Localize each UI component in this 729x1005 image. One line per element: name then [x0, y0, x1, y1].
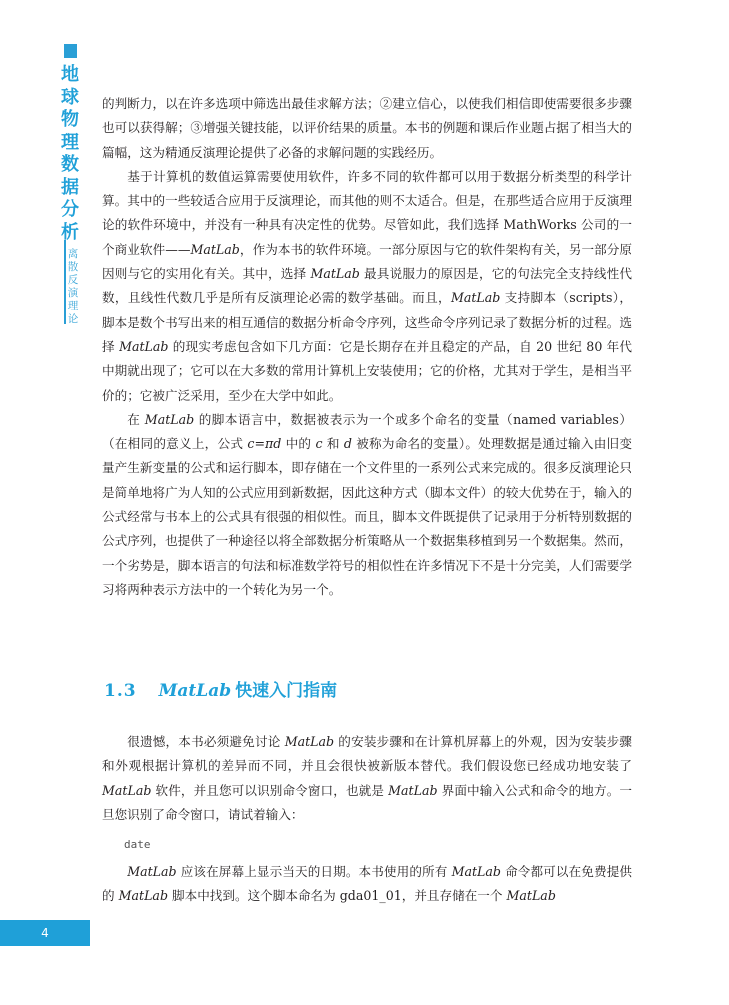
series-title-char: 析 [61, 221, 79, 243]
series-title-char: 地 [61, 64, 79, 85]
series-title [58, 64, 82, 244]
paragraph: 的判断力，以在许多选项中筛选出最佳求解方法；②建立信心，以使我们相信即使需要很多步骤也可以获得解；③增强关键技能，以评价结果的质量。本书的例题和课后作业题占据了相当大的篇幅，这为精通反演理论提供了必备的求解问题的实践经历。 [102, 96, 632, 160]
book-title-char: 演 [67, 287, 79, 299]
page-number-text: 4 [41, 926, 49, 940]
header-tab [64, 44, 77, 58]
section-text-continued [102, 860, 632, 909]
section-title-italic: MatLab [158, 681, 232, 701]
book-title-char: 离 [67, 248, 79, 260]
book-title-char: 散 [67, 261, 79, 273]
series-title-char: 分 [61, 199, 79, 220]
series-title-char: 据 [61, 176, 79, 198]
book-title [64, 240, 80, 324]
section-number: 1.3 [104, 681, 137, 701]
code-snippet: date [124, 838, 151, 851]
section-heading [104, 676, 337, 701]
book-title-char: 反 [67, 274, 79, 286]
section-title: 快速入门指南 [235, 681, 338, 701]
paragraph: 基于计算机的数值运算需要使用软件，许多不同的软件都可以用于数据分析类型的科学计算。其中的一些较适合应用于反演理论，而其他的则不太适合。但是，在那些适合应用于反演理论的软件环境中，并没有一种具有决定性的优势。尽管如此，我们选择 MathWorks 公司的一个商业软件——MatLab，作为本书的软件环境。一部分原因与它的软件架构有关，另一部分原因则与它的实用化有关。其中，选择 MatLab 最具说服力的原因是，它的句法完全支持线性代数，且线性代数几乎是所有反演理论必需的数学基础。而且，MatLab 支持脚本（scripts），脚本是数个书写出来的相互通信的数据分析命令序列，这些命令序列记录了数据分析的过程。选择 MatLab 的现实考虑包含如下几方面：它是长期存在并且稳定的产品，自 20 世纪 80 年代中期就出现了；它可以在大多数的常用计算机上安装使用；它的价格，尤其对于学生，是相当平价的；它被广泛采用，至少在大学中如此。 [102, 168, 633, 403]
paragraph: MatLab 应该在屏幕上显示当天的日期。本书使用的所有 MatLab 命令都可以在免费提供的 MatLab 脚本中找到。这个脚本命名为 gda01_01，并且存储在一个 MatLab [102, 864, 632, 904]
book-title-char: 理 [67, 300, 79, 312]
paragraph: 很遗憾，本书必须避免讨论 MatLab 的安装步骤和在计算机屏幕上的外观，因为安装步骤和外观根据计算机的差异而不同，并且会很快被新版本替代。我们假设您已经成功地安装了 MatLab 软件，并且您可以识别命令窗口，也就是 MatLab 界面中输入公式和命令的地方。一旦您识别了命令窗口，请试着输入： [102, 734, 632, 822]
main-text [102, 92, 632, 602]
series-title-char: 理 [61, 131, 79, 153]
section-text [102, 730, 632, 827]
series-title-char: 数 [61, 154, 79, 175]
series-title-char: 物 [61, 109, 79, 130]
page-number [0, 920, 90, 946]
series-title-char: 球 [61, 86, 79, 108]
paragraph: 在 MatLab 的脚本语言中，数据被表示为一个或多个命名的变量（named variables）（在相同的意义上，公式 c=πd 中的 c 和 d 被称为命名的变量）。处理数据是通过输入由旧变量产生新变量的公式和运行脚本，即存储在一个文件里的一系列公式来完成的。很多反演理论只是简单地将广为人知的公式应用到新数据，因此这种方式（脚本文件）的较大优势在于，输入的公式经常与书本上的公式具有很强的相似性。而且，脚本文件既提供了记录用于分析特别数据的公式序列，也提供了一种途径以将全部数据分析策略从一个数据集移植到另一个数据集。然而，一个劣势是，脚本语言的句法和标准数学符号的相似性在许多情况下不是十分完美，人们需要学习将两种表示方法中的一个转化为另一个。 [102, 411, 632, 597]
book-title-char: 论 [67, 313, 79, 325]
